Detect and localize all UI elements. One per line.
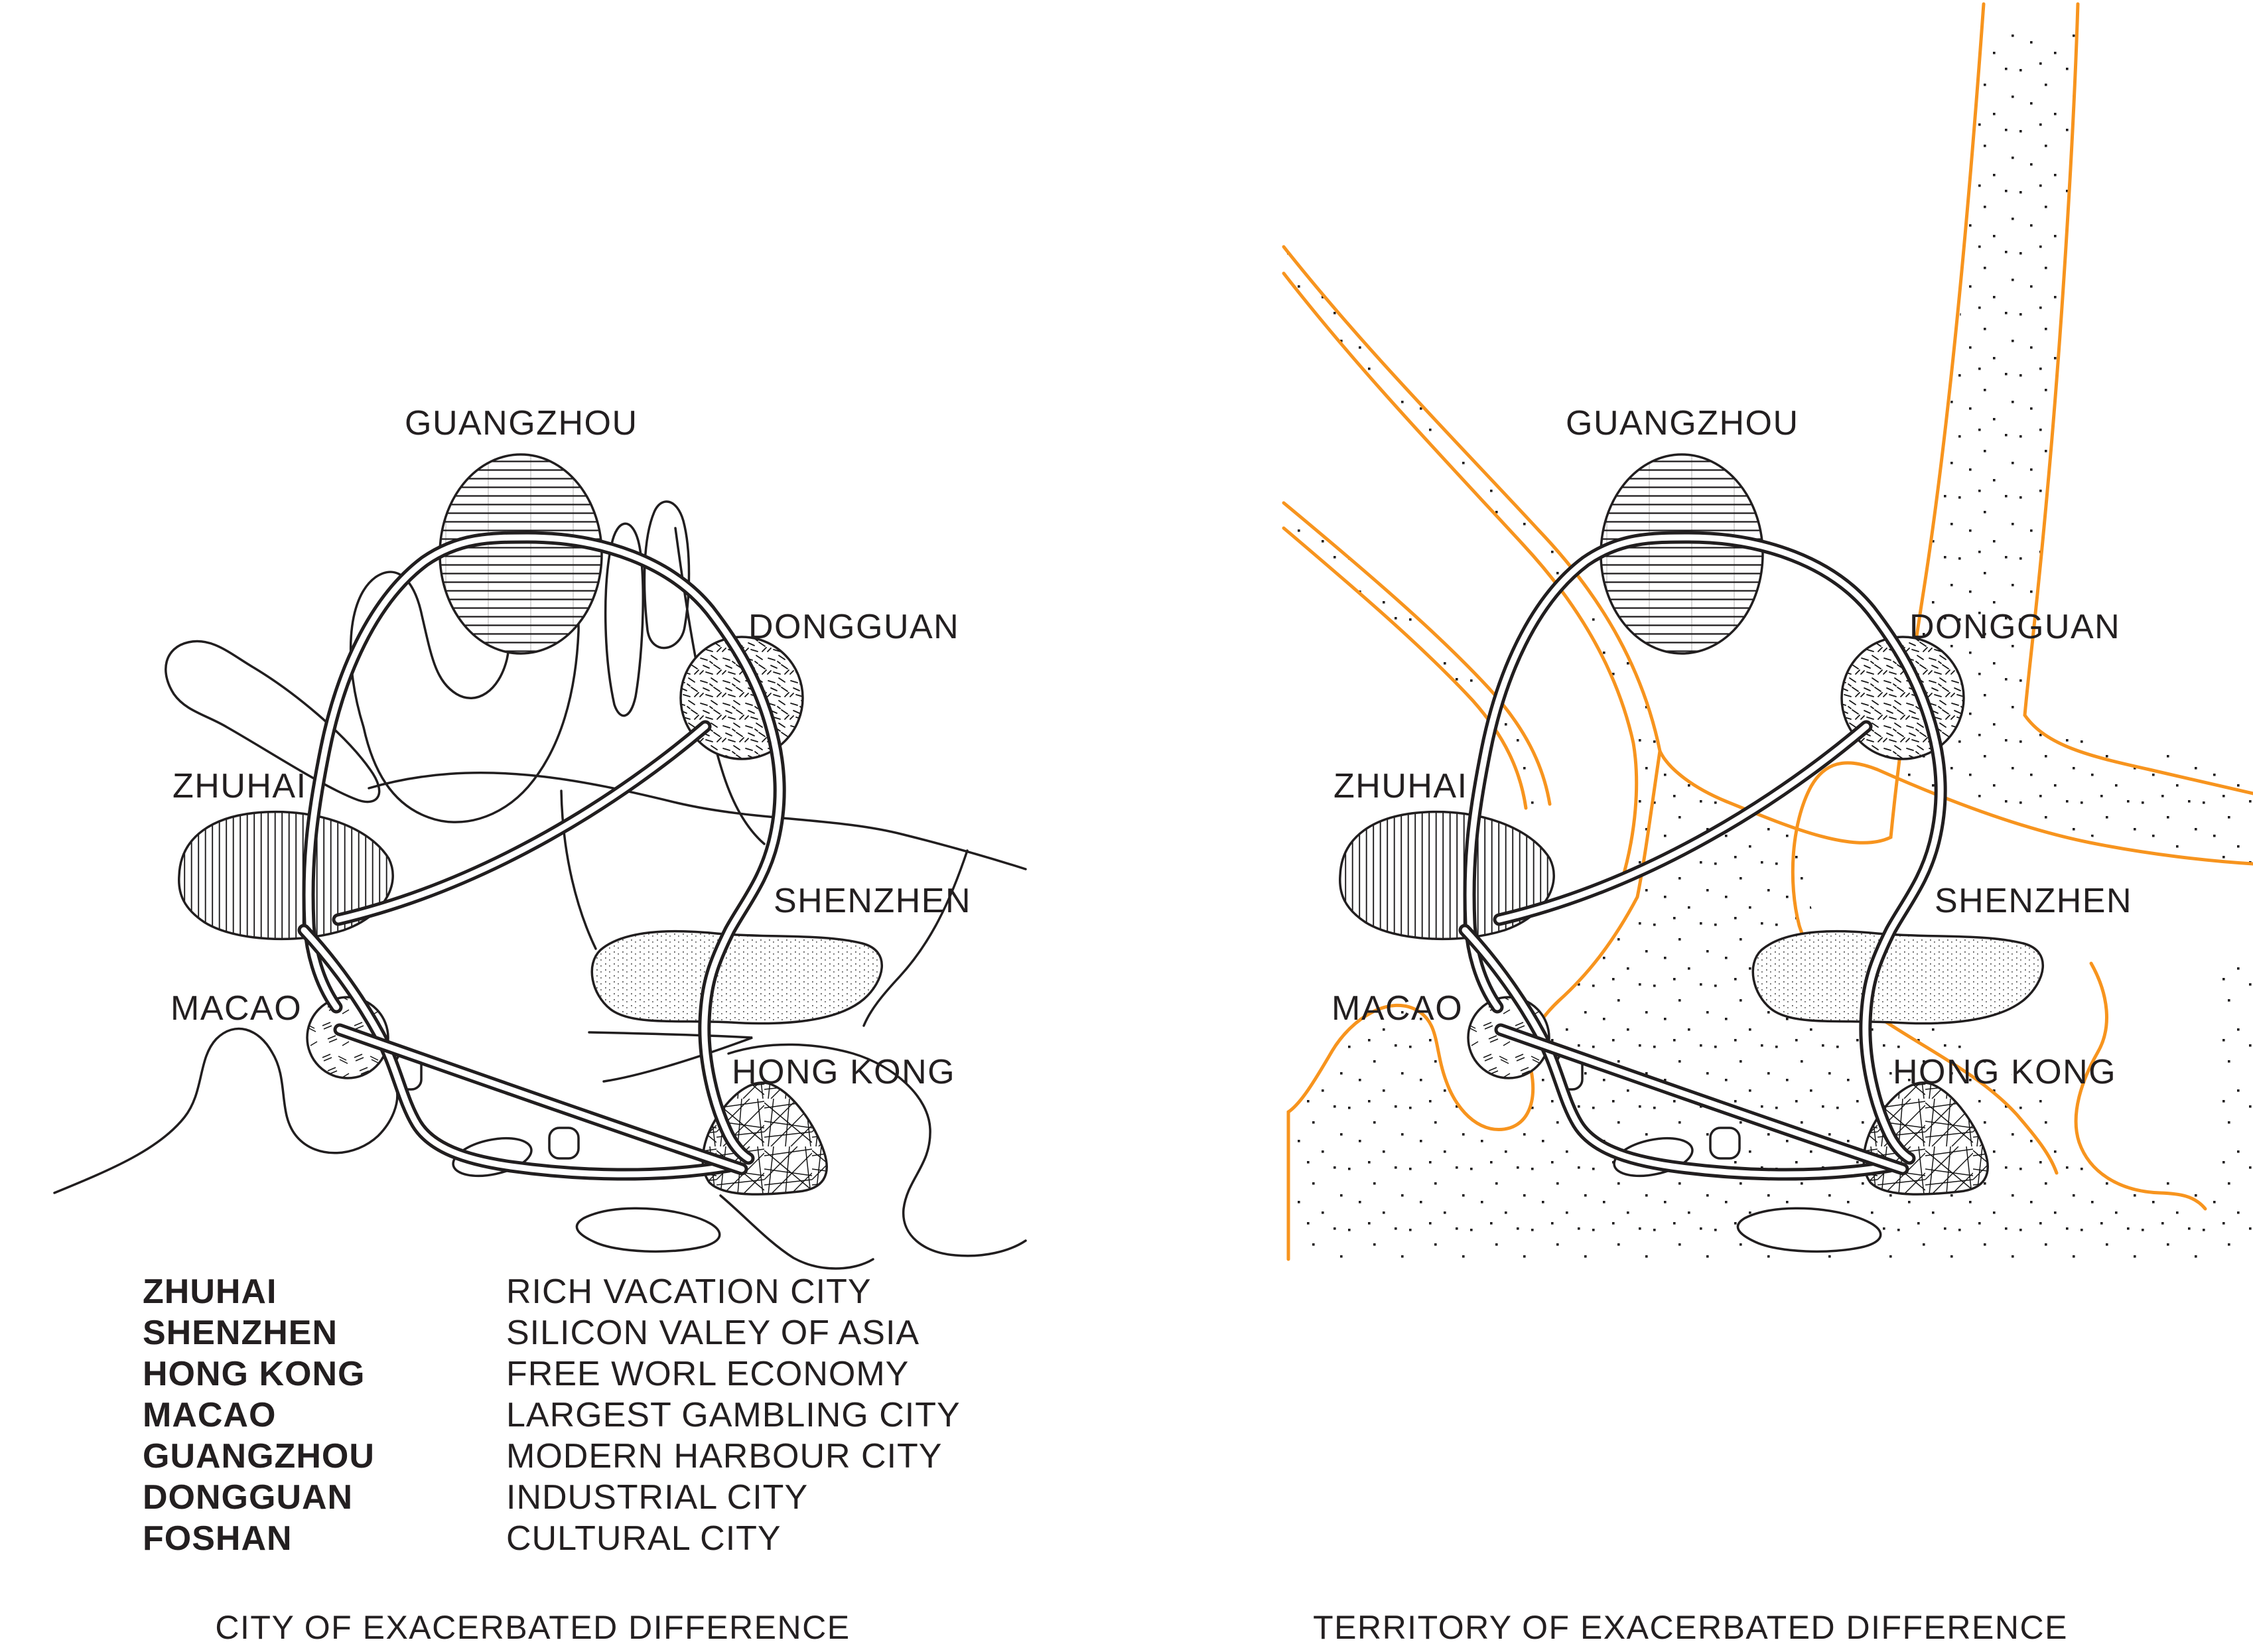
- legend-city-desc: LARGEST GAMBLING CITY: [506, 1396, 961, 1434]
- legend-city-desc: FREE WORL ECONOMY: [506, 1355, 910, 1393]
- coastline: [589, 1032, 752, 1081]
- legend: [143, 1271, 961, 1559]
- city-label-macao: MACAO: [171, 989, 303, 1028]
- legend-city-name: HONG KONG: [143, 1355, 366, 1393]
- city-label-zhuhai: ZHUHAI: [1333, 767, 1468, 805]
- city-label-guangzhou: GUANGZHOU: [405, 404, 638, 443]
- coastline: [720, 1196, 873, 1269]
- caption-city-panel: CITY OF EXACERBATED DIFFERENCE: [215, 1609, 851, 1646]
- legend-row: [143, 1477, 961, 1518]
- legend-row: [143, 1312, 961, 1353]
- legend-city-desc: INDUSTRIAL CITY: [506, 1478, 809, 1517]
- city-label-macao: MACAO: [1331, 989, 1464, 1028]
- legend-city-desc: RICH VACATION CITY: [506, 1273, 872, 1311]
- city-label-hongkong: HONG KONG: [732, 1053, 956, 1091]
- legend-city-desc: CULTURAL CITY: [506, 1519, 782, 1558]
- city-panel-network: [179, 454, 882, 1251]
- legend-city-name: GUANGZHOU: [143, 1437, 375, 1476]
- legend-city-name: MACAO: [143, 1396, 277, 1434]
- coastline: [864, 851, 967, 1026]
- legend-row: [143, 1436, 961, 1477]
- city-label-dongguan: DONGGUAN: [748, 608, 960, 646]
- legend-city-desc: MODERN HARBOUR CITY: [506, 1437, 943, 1476]
- legend-city-name: DONGGUAN: [143, 1478, 354, 1517]
- city-label-hongkong: HONG KONG: [1893, 1053, 2117, 1091]
- legend-city-name: SHENZHEN: [143, 1314, 338, 1352]
- legend-city-name: ZHUHAI: [143, 1273, 277, 1311]
- legend-row: [143, 1353, 961, 1395]
- legend-row: [143, 1518, 961, 1559]
- legend-city-name: FOSHAN: [143, 1519, 293, 1558]
- city-label-zhuhai: ZHUHAI: [172, 767, 307, 805]
- city-label-shenzhen: SHENZHEN: [774, 882, 972, 920]
- legend-row: [143, 1271, 961, 1312]
- city-label-shenzhen: SHENZHEN: [1935, 882, 2133, 920]
- legend-row: [143, 1395, 961, 1436]
- city-label-guangzhou: GUANGZHOU: [1566, 404, 1799, 443]
- legend-city-desc: SILICON VALEY OF ASIA: [506, 1314, 920, 1352]
- caption-territory-panel: TERRITORY OF EXACERBATED DIFFERENCE: [1313, 1609, 2068, 1646]
- city-label-dongguan: DONGGUAN: [1909, 608, 2121, 646]
